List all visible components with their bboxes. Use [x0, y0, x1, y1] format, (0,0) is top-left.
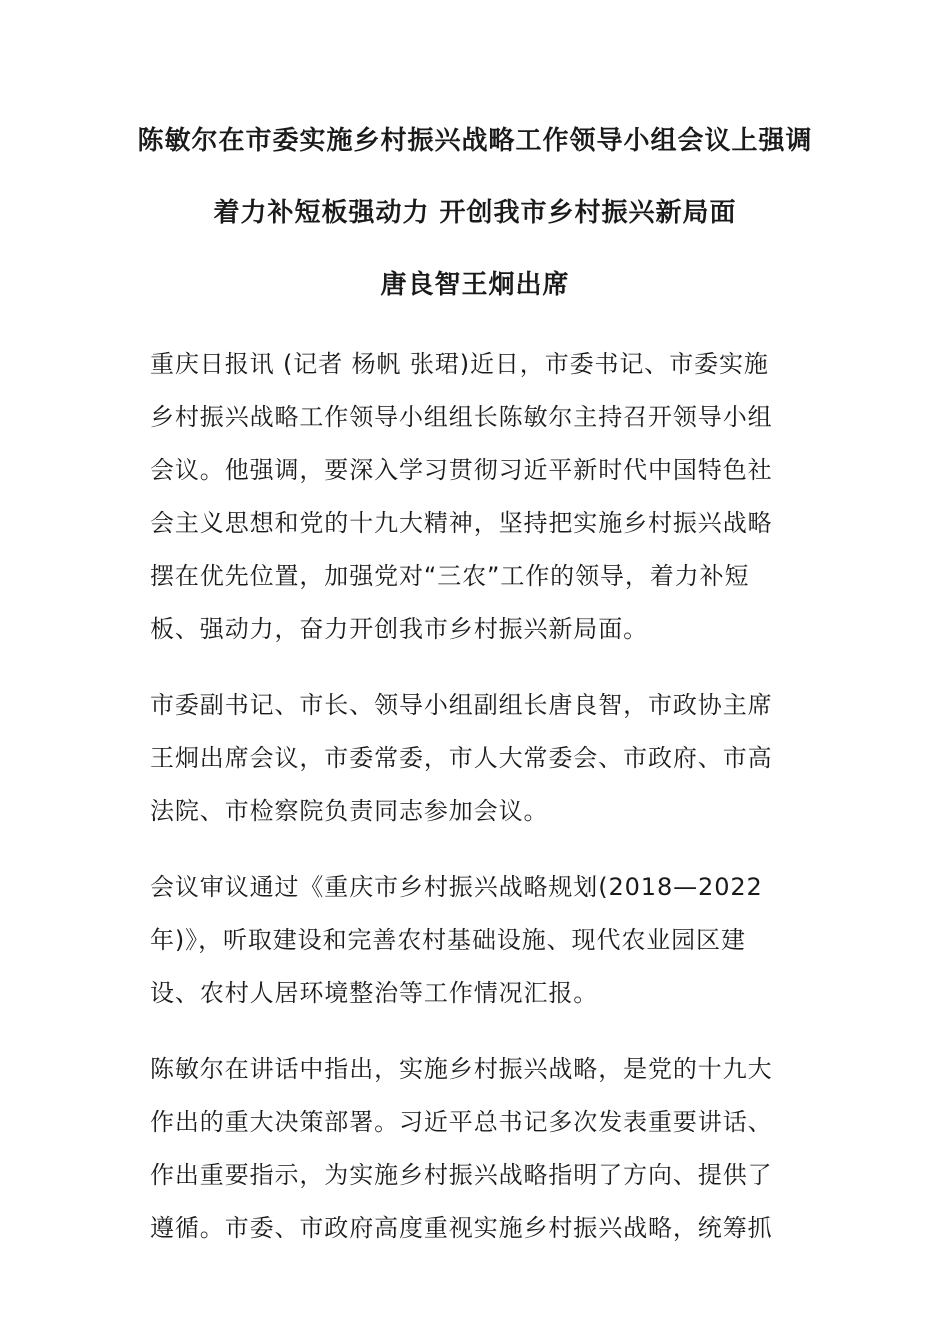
headline-block [0, 128, 950, 344]
attendance-line: 唐良智王炯出席 [380, 270, 570, 300]
paragraph-review: 会议审议通过《重庆市乡村振兴战略规划(2018—2022年)》，听取建设和完善农村基础设施、现代农业园区建设、农村人居环境整治等工作情况汇报。 [150, 873, 763, 1007]
main-title: 陈敏尔在市委实施乡村振兴战略工作领导小组会议上强调 [137, 126, 813, 156]
paragraph-speech: 陈敏尔在讲话中指出，实施乡村振兴战略，是党的十九大作出的重大决策部署。习近平总书记多次发表重要讲话、作出重要指示，为实施乡村振兴战略指明了方向、提供了遵循。市委、市政府高度重视实施乡村振兴战略，统筹抓 [150, 1055, 773, 1242]
article-body [150, 338, 790, 1278]
subtitle: 着力补短板强动力 开创我市乡村振兴新局面 [213, 198, 737, 228]
paragraph-lead: 重庆日报讯 (记者 杨帆 张珺)近日，市委书记、市委实施乡村振兴战略工作领导小组组长陈敏尔主持召开领导小组会议。他强调，要深入学习贯彻习近平新时代中国特色社会主义思想和党的十九大精神，坚持把实施乡村振兴战略摆在优先位置，加强党对“三农”工作的领导，着力补短板、强动力，奋力开创我市乡村振兴新局面。 [150, 350, 773, 643]
paragraph-attendees: 市委副书记、市长、领导小组副组长唐良智，市政协主席王炯出席会议，市委常委，市人大常委会、市政府、市高法院、市检察院负责同志参加会议。 [150, 691, 773, 825]
